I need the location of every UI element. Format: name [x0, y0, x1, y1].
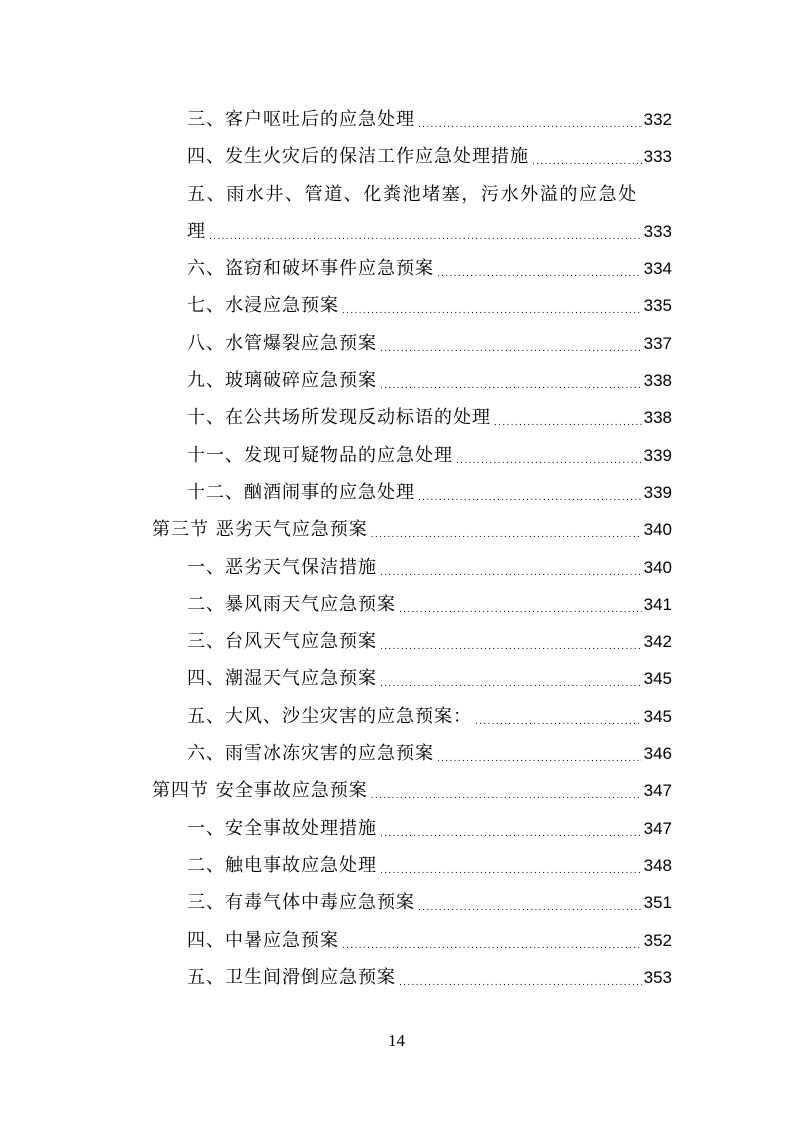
toc-entry[interactable] [0, 698, 793, 735]
toc-entry[interactable] [0, 138, 793, 175]
toc-entry-page: 352 [643, 930, 672, 950]
toc-entry[interactable] [0, 735, 793, 772]
toc-entry-title: 二、触电事故应急处理 [187, 854, 377, 876]
toc-entry-page: 339 [643, 445, 672, 465]
toc-entry-title: 六、盗窃和破坏事件应急预案 [187, 258, 434, 280]
toc-entry[interactable] [0, 549, 793, 586]
toc-entry-page: 348 [643, 855, 672, 875]
toc-entry-title: 三、台风天气应急预案 [187, 631, 377, 653]
toc-entry-title: 一、安全事故处理措施 [187, 817, 377, 839]
toc-entry[interactable] [0, 474, 793, 511]
toc-entry-title: 四、中暑应急预案 [187, 929, 339, 951]
toc-entry-page: 332 [643, 110, 672, 129]
toc-entry-page: 340 [643, 557, 672, 577]
toc-entry[interactable] [0, 250, 793, 287]
toc-section-entry[interactable] [0, 511, 793, 548]
toc-entry-title: 九、玻璃破碎应急预案 [187, 370, 377, 392]
toc-entry-title: 六、雨雪冰冻灾害的应急预案 [187, 743, 434, 765]
toc-entry[interactable] [0, 884, 793, 921]
toc-entry-page: 340 [643, 520, 672, 540]
toc-entry-title: 八、水管爆裂应急预案 [187, 332, 377, 354]
toc-entry-page: 335 [643, 296, 672, 316]
toc-entry[interactable] [0, 623, 793, 660]
toc-entry-page: 345 [643, 706, 672, 726]
toc-entry[interactable] [0, 176, 793, 213]
toc-entry-title: 五、大风、沙尘灾害的应急预案： [187, 705, 472, 727]
toc-entry-page: 333 [643, 221, 672, 241]
toc-entry-title: 三、有毒气体中毒应急预案 [187, 892, 415, 914]
toc-entry-continuation[interactable] [0, 213, 793, 250]
toc-entry[interactable] [0, 959, 793, 996]
toc-entry[interactable] [0, 399, 793, 436]
toc-entry-page: 333 [643, 147, 672, 167]
toc-entry-page: 337 [643, 333, 672, 353]
toc-entry-title: 五、卫生间滑倒应急预案 [187, 966, 396, 988]
toc-section-entry[interactable] [0, 772, 793, 809]
toc-entry-page: 341 [643, 594, 672, 614]
toc-entry-title: 三、客户呕吐后的应急处理 [187, 109, 415, 130]
toc-entry[interactable] [0, 660, 793, 697]
toc-entry-page: 345 [643, 669, 672, 689]
toc-entry-title: 四、发生火灾后的保洁工作应急处理措施 [187, 146, 529, 168]
toc-entry-page: 338 [643, 371, 672, 391]
toc-entry-page: 339 [643, 482, 672, 502]
toc-entry-page: 347 [643, 781, 672, 801]
table-of-contents [0, 101, 793, 996]
toc-entry-title: 十、在公共场所发现反动标语的处理 [187, 407, 491, 429]
toc-entry-page: 353 [643, 967, 672, 987]
toc-entry-title: 七、水浸应急预案 [187, 295, 339, 317]
toc-entry-page: 338 [643, 408, 672, 428]
toc-entry[interactable] [0, 101, 793, 138]
toc-entry-title: 二、暴风雨天气应急预案 [187, 593, 396, 615]
toc-entry[interactable] [0, 362, 793, 399]
toc-entry-title: 十一、发现可疑物品的应急处理 [187, 444, 453, 466]
toc-entry-title: 十二、酗酒闹事的应急处理 [187, 481, 415, 503]
toc-dot-leader [399, 961, 642, 1002]
toc-entry-page: 342 [643, 632, 672, 652]
toc-entry[interactable] [0, 287, 793, 324]
toc-entry[interactable] [0, 437, 793, 474]
toc-entry-title: 一、恶劣天气保洁措施 [187, 556, 377, 578]
page-number: 14 [388, 1031, 405, 1050]
toc-entry-title: 五、雨水井、管道、化粪池堵塞，污水外溢的应急处 [187, 183, 638, 205]
toc-section-title: 第四节 安全事故应急预案 [152, 780, 368, 802]
toc-entry[interactable] [0, 586, 793, 623]
toc-entry-page: 334 [643, 259, 672, 279]
toc-entry[interactable] [0, 325, 793, 362]
toc-entry-title: 四、潮湿天气应急预案 [187, 668, 377, 690]
toc-entry[interactable] [0, 810, 793, 847]
toc-entry[interactable] [0, 847, 793, 884]
toc-entry-title-continuation: 理 [187, 220, 206, 242]
toc-entry-page: 347 [643, 818, 672, 838]
toc-entry-page: 346 [643, 744, 672, 764]
toc-entry[interactable] [0, 922, 793, 959]
toc-entry-page: 351 [643, 893, 672, 913]
toc-section-title: 第三节 恶劣天气应急预案 [152, 519, 368, 541]
